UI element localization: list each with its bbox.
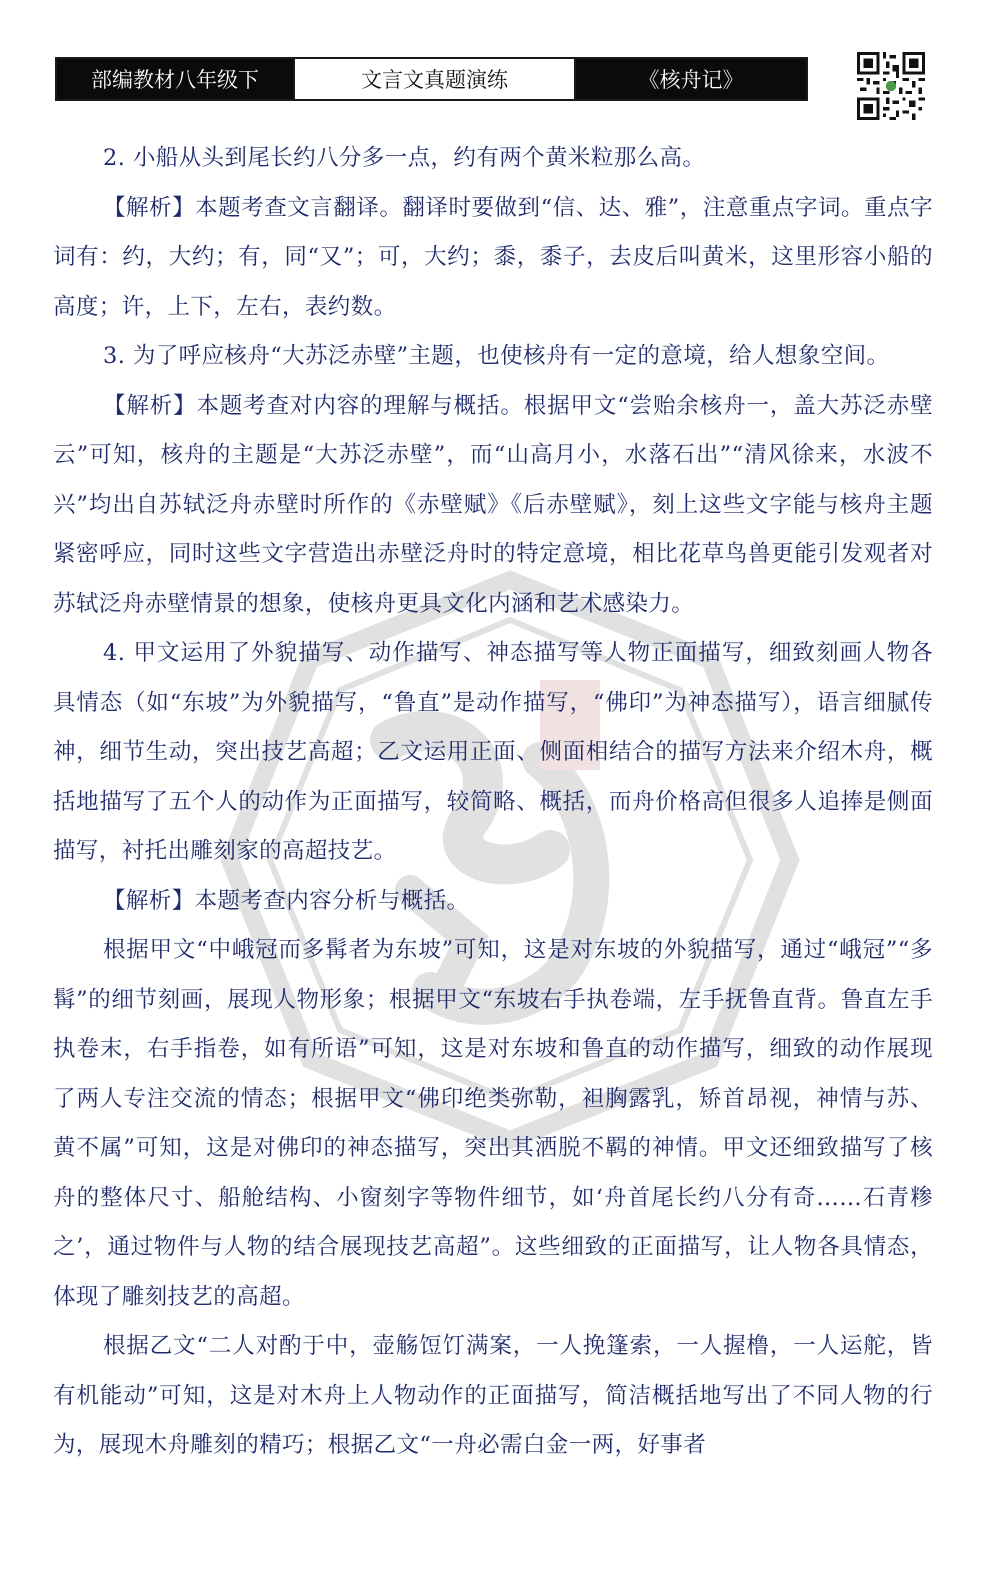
analysis-4-detail-a-text: 根据甲文“中峨冠而多髯者为东坡”可知，这是对东坡的外貌描写，通过“峨冠”“多髯”的细节刻画，展现人物形象；根据甲文“东坡右手执卷端，左手抚鲁直背。鲁直左手执卷末，右手指卷，如有所语”可知，这是对东坡和鲁直的动作描写，细致的动作展现了两人专注交流的情态；根据甲文“佛印绝类弥勒，袒胸露乳，矫首昂视，神情与苏、黄不属”可知，这是对佛印的神态描写，突出其洒脱不羁的神情。甲文还细致描写了核舟的整体尺寸、船舱结构、小窗刻字等物件细节，如‘舟首尾长约八分有奇……石青糁之’，通过物件与人物的结合展现技艺高超”。这些细致的正面描写，让人物各具情态，体现了雕刻技艺的高超。 [53, 937, 933, 1310]
analysis-3-label: 【解析】 [103, 392, 197, 419]
qr-code-icon[interactable] [857, 52, 925, 120]
analysis-4-detail-b-text: 根据乙文“二人对酌于中，壶觞饾饤满案，一人挽篷索，一人握橹，一人运舵，皆有机能动”可知，这是对木舟上人物动作的正面描写，简洁概括地写出了不同人物的行为，展现木舟雕刻的精巧；根据乙文“一舟必需白金一两，好事者 [53, 1333, 933, 1458]
analysis-4-detail-a [53, 926, 933, 1322]
analysis-4-detail-b [53, 1322, 933, 1471]
header-grade-label: 部编教材八年级下 [57, 59, 293, 99]
analysis-2-label: 【解析】 [103, 194, 196, 221]
answer-3-text: 3. 为了呼应核舟“大苏泛赤壁”主题，也使核舟有一定的意境，给人想象空间。 [103, 343, 890, 369]
analysis-4-label: 【解析】 [103, 887, 195, 914]
analysis-2 [53, 184, 933, 333]
answer-2-text: 2. 小船从头到尾长约八分多一点，约有两个黄米粒那么高。 [103, 145, 706, 171]
answer-2 [53, 134, 933, 184]
analysis-4 [53, 877, 933, 927]
document-body [53, 134, 933, 1471]
analysis-3 [53, 382, 933, 630]
analysis-2-text: 本题考查文言翻译。翻译时要做到“信、达、雅”，注意重点字词。重点字词有：约，大约；有，同“又”；可，大约；黍，黍子，去皮后叫黄米，这里形容小船的高度；许，上下，左右，表约数。 [53, 194, 933, 320]
answer-4-text: 4. 甲文运用了外貌描写、动作描写、神态描写等人物正面描写，细致刻画人物各具情态（如“东坡”为外貌描写，“鲁直”是动作描写，“佛印”为神态描写），语言细腻传神，细节生动，突出技艺高超；乙文运用正面、侧面相结合的描写方法来介绍木舟，概括地描写了五个人的动作为正面描写，较简略、概括，而舟价格高但很多人追捧是侧面描写，衬托出雕刻家的高超技艺。 [53, 640, 933, 864]
analysis-4-text: 本题考查内容分析与概括。 [194, 887, 470, 914]
analysis-3-text: 本题考查对内容的理解与概括。根据甲文“尝贻余核舟一，盖大苏泛赤壁云”可知，核舟的主题是“大苏泛赤壁”，而“山高月小，水落石出”“清风徐来，水波不兴”均出自苏轼泛舟赤壁时所作的《赤壁赋》《后赤壁赋》，刻上这些文字能与核舟主题紧密呼应，同时这些文字营造出赤壁泛舟时的特定意境，相比花草鸟兽更能引发观者对苏轼泛舟赤壁情景的想象，使核舟更具文化内涵和艺术感染力。 [53, 392, 933, 617]
header-section-title: 文言文真题演练 [293, 59, 576, 99]
header-bar [55, 57, 808, 101]
header-lesson-title: 《核舟记》 [576, 59, 806, 99]
answer-4 [53, 629, 933, 877]
answer-3 [53, 332, 933, 382]
